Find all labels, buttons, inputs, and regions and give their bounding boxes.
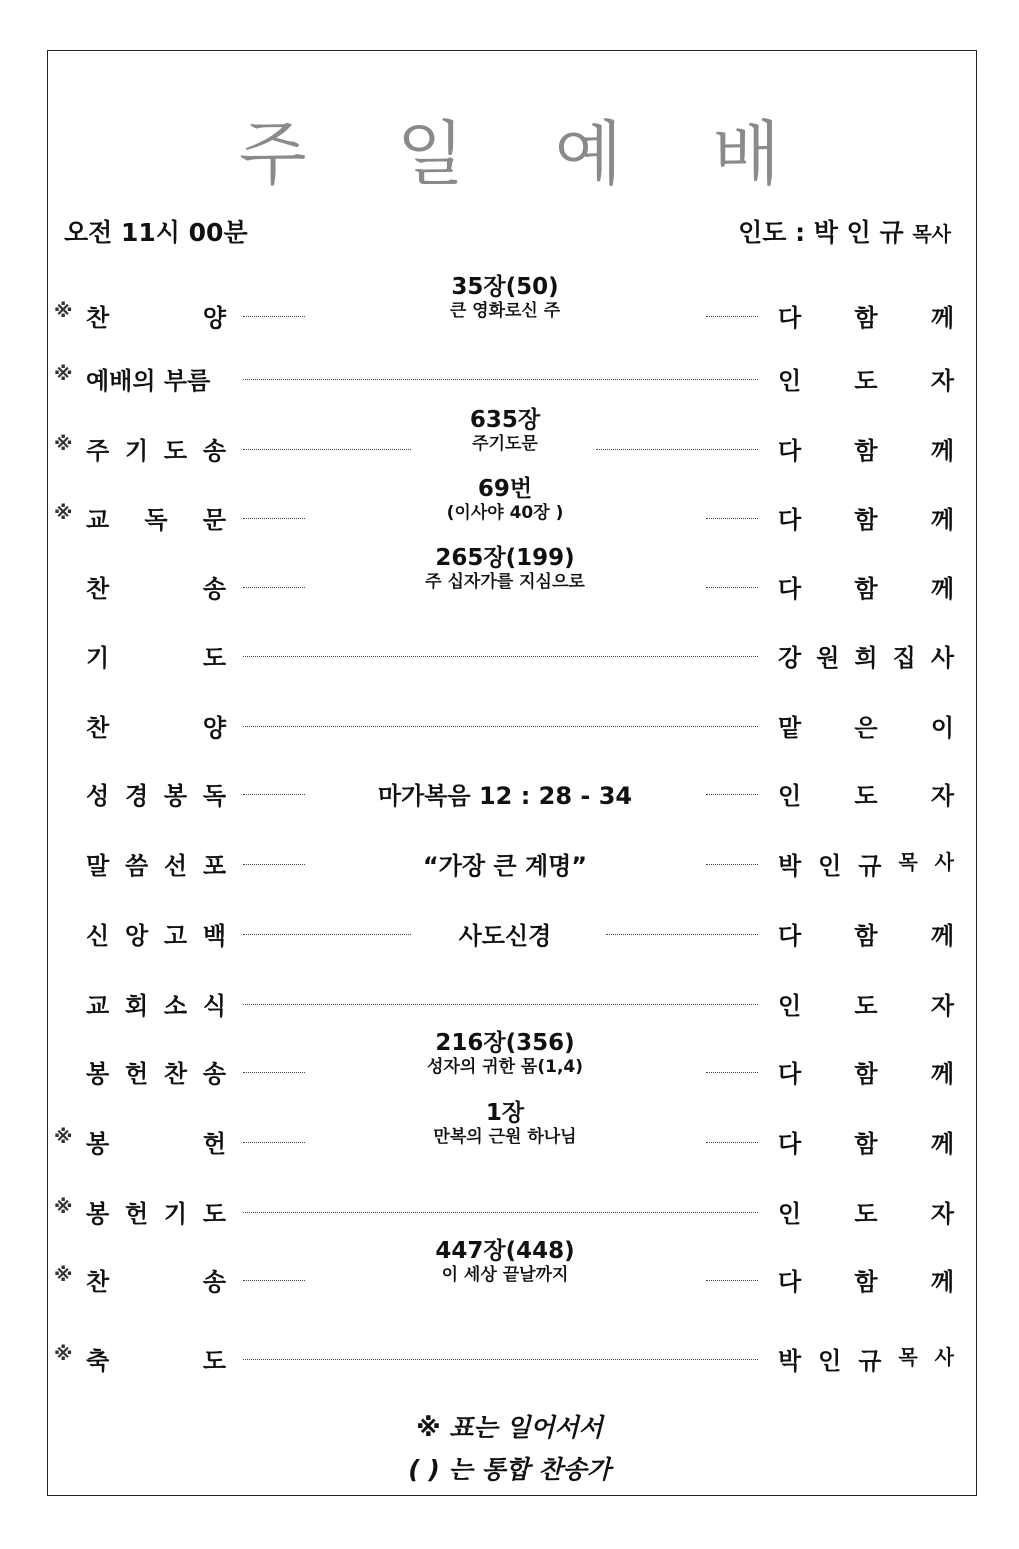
label-char: 도 bbox=[163, 437, 188, 465]
leader-char: 다 bbox=[778, 1268, 802, 1296]
worship-row bbox=[0, 830, 1019, 890]
leader-char: 희 bbox=[854, 644, 878, 672]
leader-char: 도 bbox=[854, 367, 878, 395]
item-content bbox=[310, 1100, 700, 1148]
hymn-number: 69번 bbox=[477, 476, 533, 502]
leader-char: 원 bbox=[816, 644, 840, 672]
leader-char: 은 bbox=[854, 714, 878, 742]
label-char: 고 bbox=[163, 922, 188, 950]
note-standing: ※ 표는 일어서서 bbox=[416, 1413, 603, 1442]
hymn-title: 주 십자가를 지심으로 bbox=[425, 572, 585, 592]
leader-char: 다 bbox=[778, 304, 802, 332]
leader-char: 함 bbox=[854, 304, 878, 332]
item-label bbox=[86, 569, 226, 604]
content-text: “가장 큰 계명” bbox=[422, 852, 588, 880]
worship-row bbox=[0, 407, 1019, 475]
content-text: 마가복음 12 : 28 - 34 bbox=[377, 782, 633, 810]
item-content bbox=[310, 274, 700, 322]
worship-row bbox=[0, 1238, 1019, 1306]
label-char: 헌 bbox=[124, 1060, 149, 1088]
worship-row bbox=[0, 345, 1019, 405]
label-char: 찬 bbox=[163, 1060, 188, 1088]
hymn-title: 이 세상 끝날까지 bbox=[441, 1265, 569, 1285]
label-char: 송 bbox=[202, 1268, 226, 1296]
label-char: 도 bbox=[202, 644, 226, 672]
leader-dots bbox=[243, 1359, 758, 1360]
leader-char: 함 bbox=[854, 1060, 878, 1088]
service-leader bbox=[738, 213, 951, 249]
label-char: 식 bbox=[202, 992, 226, 1020]
leader-dots bbox=[706, 1072, 758, 1073]
leader-char: 자 bbox=[930, 1200, 954, 1228]
leader-char: 자 bbox=[930, 992, 954, 1020]
worship-row bbox=[0, 545, 1019, 613]
label-char: 기 bbox=[86, 644, 110, 672]
item-content bbox=[310, 545, 700, 593]
item-content bbox=[310, 916, 700, 951]
label-char: 문 bbox=[202, 506, 226, 534]
label-char: 성 bbox=[86, 782, 110, 810]
leader-char: 함 bbox=[854, 506, 878, 534]
leader-char: 도 bbox=[854, 782, 878, 810]
leader-char: 다 bbox=[778, 1060, 802, 1088]
label-char: 포 bbox=[202, 852, 226, 880]
standing-mark: ※ bbox=[54, 1196, 73, 1218]
leader-char: 께 bbox=[930, 304, 954, 332]
item-label bbox=[86, 361, 236, 396]
leader-label: 인도 : 박 인 규 bbox=[738, 218, 904, 247]
label-char: 찬 bbox=[86, 1268, 110, 1296]
label-char: 기 bbox=[163, 1200, 188, 1228]
content-text: 사도신경 bbox=[458, 922, 552, 950]
label-char: 송 bbox=[202, 1060, 226, 1088]
leader-char: 인 bbox=[778, 782, 802, 810]
standing-mark: ※ bbox=[54, 1264, 73, 1286]
item-label bbox=[86, 916, 226, 951]
leader-dots bbox=[243, 1280, 305, 1281]
label-char: 양 bbox=[202, 714, 226, 742]
item-label bbox=[86, 298, 226, 333]
standing-mark: ※ bbox=[54, 1126, 73, 1148]
leader-char: 께 bbox=[930, 1130, 954, 1158]
item-leader bbox=[778, 638, 954, 673]
item-label bbox=[86, 1194, 226, 1229]
leader-char: 께 bbox=[930, 437, 954, 465]
item-leader bbox=[778, 431, 954, 466]
leader-dots bbox=[706, 587, 758, 588]
label-char: 송 bbox=[202, 437, 226, 465]
label-char: 기 bbox=[124, 437, 149, 465]
hymn-number: 447장(448) bbox=[435, 1238, 575, 1264]
leader-dots bbox=[243, 1212, 758, 1213]
leader-char: 사 bbox=[930, 644, 954, 672]
item-label bbox=[86, 776, 226, 811]
hymn-number: 635장 bbox=[469, 407, 541, 433]
leader-dots bbox=[706, 316, 758, 317]
worship-row bbox=[0, 970, 1019, 1030]
worship-row bbox=[0, 274, 1019, 342]
label-char: 선 bbox=[163, 852, 188, 880]
leader-dots bbox=[243, 518, 305, 519]
leader-char: 도 bbox=[854, 992, 878, 1020]
label-char: 독 bbox=[144, 506, 168, 534]
leader-dots bbox=[243, 726, 758, 727]
hymn-number: 216장(356) bbox=[435, 1030, 575, 1056]
item-label bbox=[86, 1341, 226, 1376]
leader-dots bbox=[243, 316, 305, 317]
standing-mark: ※ bbox=[54, 1343, 73, 1365]
leader-dots bbox=[706, 794, 758, 795]
item-label bbox=[86, 500, 226, 535]
standing-mark: ※ bbox=[54, 300, 73, 322]
leader-dots bbox=[243, 587, 305, 588]
leader-char: 다 bbox=[778, 437, 802, 465]
item-label bbox=[86, 708, 226, 743]
item-content bbox=[310, 1030, 700, 1078]
page-title: 주 일 예 배 bbox=[238, 113, 815, 195]
item-label bbox=[86, 1054, 226, 1089]
hymn-number: 265장(199) bbox=[435, 545, 575, 571]
leader-char: 다 bbox=[778, 922, 802, 950]
leader-char: 목 bbox=[898, 1345, 918, 1369]
leader-char: 인 bbox=[818, 1347, 842, 1375]
item-leader bbox=[778, 916, 954, 951]
label-char: 양 bbox=[202, 304, 226, 332]
leader-char: 함 bbox=[854, 1130, 878, 1158]
standing-mark: ※ bbox=[54, 433, 73, 455]
standing-mark: ※ bbox=[54, 363, 73, 385]
leader-char: 사 bbox=[934, 850, 954, 874]
worship-row bbox=[0, 760, 1019, 820]
leader-char: 께 bbox=[930, 1060, 954, 1088]
leader-title: 목사 bbox=[912, 222, 951, 246]
label-char: 봉 bbox=[86, 1200, 110, 1228]
leader-char: 자 bbox=[930, 367, 954, 395]
label-char: 헌 bbox=[202, 1130, 226, 1158]
label-char: 경 bbox=[124, 782, 149, 810]
worship-row bbox=[0, 476, 1019, 544]
item-leader bbox=[778, 708, 954, 743]
label-char: 교 bbox=[86, 506, 110, 534]
leader-char: 함 bbox=[854, 922, 878, 950]
label-char: 찬 bbox=[86, 575, 110, 603]
leader-char: 사 bbox=[934, 1345, 954, 1369]
leader-dots bbox=[706, 864, 758, 865]
item-content bbox=[310, 776, 700, 811]
leader-dots bbox=[243, 1142, 305, 1143]
leader-char: 박 bbox=[778, 852, 802, 880]
label-char: 신 bbox=[86, 922, 110, 950]
label-char: 소 bbox=[163, 992, 188, 1020]
leader-char: 다 bbox=[778, 575, 802, 603]
leader-char: 함 bbox=[854, 437, 878, 465]
leader-char: 규 bbox=[858, 1347, 882, 1375]
label-char: 예배의 부름 bbox=[86, 367, 211, 395]
hymn-title: 만복의 근원 하나님 bbox=[433, 1127, 577, 1147]
note-hymnal: ( ) 는 통합 찬송가 bbox=[408, 1455, 611, 1484]
item-leader bbox=[778, 500, 954, 535]
item-leader bbox=[778, 361, 954, 396]
label-char: 축 bbox=[86, 1347, 110, 1375]
item-leader bbox=[778, 1194, 954, 1229]
leader-char: 자 bbox=[930, 782, 954, 810]
label-char: 봉 bbox=[163, 782, 188, 810]
leader-char: 함 bbox=[854, 1268, 878, 1296]
worship-row bbox=[0, 1325, 1019, 1385]
worship-row bbox=[0, 1178, 1019, 1238]
item-content bbox=[310, 1238, 700, 1286]
hymn-title: (이사야 40장 ) bbox=[446, 503, 564, 523]
label-char: 봉 bbox=[86, 1130, 110, 1158]
worship-row bbox=[0, 1030, 1019, 1098]
label-char: 찬 bbox=[86, 304, 110, 332]
item-leader bbox=[778, 1054, 954, 1089]
label-char: 도 bbox=[202, 1200, 226, 1228]
label-char: 주 bbox=[86, 437, 110, 465]
leader-dots bbox=[243, 1004, 758, 1005]
leader-char: 인 bbox=[818, 852, 842, 880]
item-label bbox=[86, 846, 226, 881]
label-char: 찬 bbox=[86, 714, 110, 742]
item-content bbox=[310, 846, 700, 881]
leader-dots bbox=[243, 1072, 305, 1073]
item-leader bbox=[778, 986, 954, 1021]
leader-char: 이 bbox=[930, 714, 954, 742]
leader-dots bbox=[243, 794, 305, 795]
leader-char: 께 bbox=[930, 575, 954, 603]
item-leader bbox=[778, 1124, 954, 1159]
label-char: 백 bbox=[202, 922, 226, 950]
label-char: 씀 bbox=[124, 852, 149, 880]
hymn-number: 1장 bbox=[485, 1100, 525, 1126]
label-char: 앙 bbox=[124, 922, 149, 950]
item-leader bbox=[778, 298, 954, 333]
leader-dots bbox=[706, 1142, 758, 1143]
item-content bbox=[310, 476, 700, 524]
leader-char: 인 bbox=[778, 1200, 802, 1228]
item-leader bbox=[778, 1262, 954, 1297]
leader-char: 께 bbox=[930, 506, 954, 534]
leader-char: 규 bbox=[858, 852, 882, 880]
hymn-number: 35장(50) bbox=[451, 274, 559, 300]
label-char: 회 bbox=[124, 992, 149, 1020]
leader-char: 강 bbox=[778, 644, 802, 672]
standing-mark: ※ bbox=[54, 502, 73, 524]
leader-dots bbox=[243, 656, 758, 657]
leader-dots bbox=[706, 518, 758, 519]
item-content bbox=[310, 407, 700, 455]
label-char: 교 bbox=[86, 992, 110, 1020]
leader-char: 맡 bbox=[778, 714, 802, 742]
item-leader bbox=[778, 846, 954, 881]
leader-char: 께 bbox=[930, 1268, 954, 1296]
leader-char: 도 bbox=[854, 1200, 878, 1228]
worship-row bbox=[0, 900, 1019, 960]
leader-char: 박 bbox=[778, 1347, 802, 1375]
leader-char: 다 bbox=[778, 506, 802, 534]
leader-char: 인 bbox=[778, 367, 802, 395]
worship-row bbox=[0, 1100, 1019, 1168]
worship-row bbox=[0, 692, 1019, 752]
worship-row bbox=[0, 622, 1019, 682]
label-char: 도 bbox=[202, 1347, 226, 1375]
hymn-title: 성자의 귀한 몸(1,4) bbox=[426, 1057, 584, 1077]
leader-dots bbox=[243, 379, 758, 380]
leader-dots bbox=[243, 864, 305, 865]
service-time: 오전 11시 00분 bbox=[64, 218, 248, 247]
leader-char: 인 bbox=[778, 992, 802, 1020]
label-char: 헌 bbox=[124, 1200, 149, 1228]
label-char: 독 bbox=[202, 782, 226, 810]
item-label bbox=[86, 1262, 226, 1297]
label-char: 송 bbox=[202, 575, 226, 603]
item-leader bbox=[778, 569, 954, 604]
leader-char: 집 bbox=[892, 644, 916, 672]
item-leader bbox=[778, 776, 954, 811]
item-label bbox=[86, 431, 226, 466]
label-char: 봉 bbox=[86, 1060, 110, 1088]
item-label bbox=[86, 638, 226, 673]
leader-char: 다 bbox=[778, 1130, 802, 1158]
leader-dots bbox=[706, 1280, 758, 1281]
leader-char: 목 bbox=[898, 850, 918, 874]
item-label bbox=[86, 986, 226, 1021]
label-char: 말 bbox=[86, 852, 110, 880]
item-label bbox=[86, 1124, 226, 1159]
leader-char: 함 bbox=[854, 575, 878, 603]
hymn-title: 주기도문 bbox=[472, 434, 538, 454]
item-leader bbox=[778, 1341, 954, 1376]
leader-char: 께 bbox=[930, 922, 954, 950]
hymn-title: 큰 영화로신 주 bbox=[449, 301, 561, 321]
